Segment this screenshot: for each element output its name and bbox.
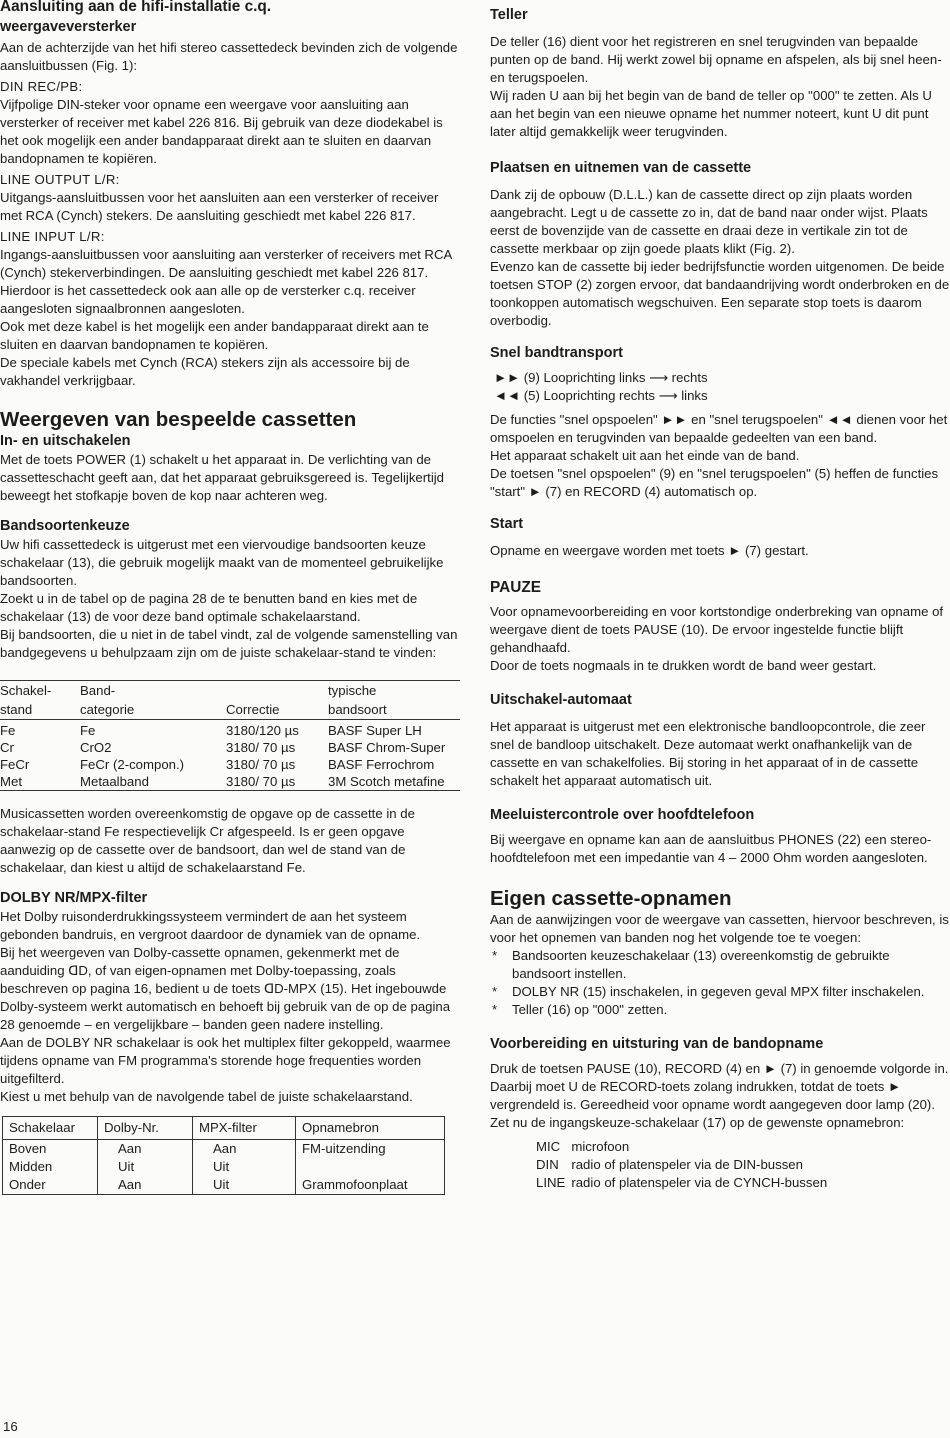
line-output-paragraph: Uitgangs-aansluitbussen voor het aansluiten aan een versterker of receiver met RCA (Cynch) stekers. De aansluiting geschiedt met kabel 226 817.	[0, 190, 439, 223]
list-item	[536, 1138, 833, 1156]
mpx-table-header: Schakelaar	[3, 1117, 98, 1140]
snel-paragraph-2: Het apparaat schakelt uit aan het einde van de band.	[490, 448, 800, 463]
bandsoortenkeuze-paragraph-3: Bij bandsoorten, die u niet in de tabel vindt, zal de volgende samenstelling van bandgegevens u behulpzaam zijn om de juiste schakelaar-stand te vinden:	[0, 627, 458, 660]
input-source-description: microfoon	[571, 1139, 630, 1154]
table-row	[0, 739, 460, 756]
table-row	[0, 756, 460, 773]
speciale-kabels-paragraph: De speciale kabels met Cynch (RCA) stekers zijn als accessoire bij de vakhandel verkrijgbaar.	[0, 355, 410, 388]
tape-table-header-bandsoort-2: bandsoort	[328, 700, 460, 720]
plaatsen-paragraph-2: Evenzo kan de cassette bij ieder bedrijfsfunctie worden uitgenomen. De beide toetsen STOP (2) zorgen ervoor, dat bandaandrijving wordt onderbroken en de toonkoppen automatisch wegschuiven. Een separate stop toets is daarom overbodig.	[490, 259, 950, 328]
left-column	[0, 0, 460, 1195]
tape-table-cell: Cr	[0, 740, 14, 755]
mpx-table-cell: Aan	[98, 1140, 193, 1159]
tape-table-cell: Fe	[0, 723, 16, 738]
mpx-table-cell: Aan	[193, 1140, 296, 1159]
meeluistercontrole-title: Meeluistercontrole over hoofdtelefoon	[490, 807, 755, 823]
start-paragraph: Opname en weergave worden met toets ► (7) gestart.	[490, 543, 809, 558]
mpx-table-cell	[296, 1158, 445, 1176]
input-source-description: radio of platenspeler via de DIN-bussen	[571, 1157, 803, 1172]
bandsoortenkeuze-paragraph-2: Zoekt u in de tabel op de pagina 28 de te benutten band en kies met de schakelaar (13) de voor deze band optimale schakelaarstand.	[0, 591, 418, 624]
tape-table-header-categorie-1: Band-	[80, 681, 226, 701]
tape-table-cell: Fe	[80, 723, 96, 738]
page-number: 16	[3, 1419, 18, 1434]
tape-table-cell: 3180/ 70 µs	[226, 740, 296, 755]
snel-item-forward: ►► (9) Looprichting links ⟶ rechts	[494, 370, 708, 385]
intro-paragraph: Aan de achterzijde van het hifi stereo cassettedeck bevinden zich de volgende aansluitbussen (Fig. 1):	[0, 40, 458, 73]
tape-table-cell: FeCr (2-compon.)	[80, 757, 185, 772]
list-item	[536, 1156, 833, 1174]
in-uitschakelen-paragraph: Met de toets POWER (1) schakelt u het apparaat in. De verlichting van de cassetteschacht geeft aan, dat het apparaat gebruiksgereed is. Tegelijkertijd beweegt het stofkapje boven de kop naar achteren weg.	[0, 452, 445, 503]
teller-title: Teller	[490, 7, 528, 23]
mpx-table-cell: Onder	[3, 1176, 98, 1195]
dolby-title: DOLBY NR/MPX-filter	[0, 890, 148, 906]
tape-table-cell: 3180/ 70 µs	[226, 757, 296, 772]
line-output-label: LINE OUTPUT L/R:	[0, 172, 120, 187]
voorbereiding-paragraph-2: Zet nu de ingangskeuze-schakelaar (17) op de gewenste opnamebron:	[490, 1115, 905, 1130]
input-source-code: DIN	[536, 1157, 559, 1172]
input-source-list	[536, 1138, 833, 1192]
din-label: DIN REC/PB:	[0, 79, 83, 94]
snel-bandtransport-title: Snel bandtransport	[490, 345, 623, 361]
tape-table-cell: FeCr	[0, 757, 30, 772]
uitschakel-automaat-paragraph: Het apparaat is uitgerust met een elektronische bandloopcontrole, die zeer snel de bandloop uitschakelt. Deze automaat werkt onafhankelijk van de cassette en van schakelfolies. Bij storing in het apparaat of in de cassette schakelt het apparaat automatisch uit.	[490, 719, 926, 788]
table-row	[3, 1158, 445, 1176]
mpx-table-cell: Uit	[98, 1158, 193, 1176]
pauze-title: PAUZE	[490, 579, 542, 596]
mpx-table-header: MPX-filter	[193, 1117, 296, 1140]
table-row	[3, 1176, 445, 1195]
eigen-opnamen-list	[490, 947, 950, 1019]
mpx-table-header: Dolby-Nr.	[98, 1117, 193, 1140]
voorbereiding-title: Voorbereiding en uitsturing van de bandopname	[490, 1036, 824, 1052]
tape-table-cell: Metaalband	[80, 773, 226, 791]
hierdoor-paragraph: Hierdoor is het cassettedeck ook aan alle op de versterker c.q. receiver aangesloten signaalbronnen aangesloten.	[0, 283, 416, 316]
snel-item-rewind: ◄◄ (5) Looprichting rechts ⟶ links	[494, 388, 708, 403]
tape-table-cell: 3180/ 70 µs	[226, 773, 328, 791]
tape-table-header-correctie: Correctie	[226, 700, 328, 720]
start-title: Start	[490, 516, 524, 532]
eigen-opnamen-title: Eigen cassette-opnamen	[490, 887, 732, 910]
list-item: * DOLBY NR (15) inschakelen, in gegeven geval MPX filter inschakelen.	[490, 983, 950, 1001]
pauze-paragraph-1: Voor opnamevoorbereiding en voor kortstondige onderbreking van opname of weergave dient de toets PAUSE (10). De ervoor ingestelde functie blijft gehandhaafd.	[490, 604, 944, 655]
snel-paragraph-3: De toetsen "snel opspoelen" (9) en "snel terugspoelen" (5) heffen de functies "start" ► (7) en RECORD (4) automatisch op.	[490, 466, 939, 499]
bandsoortenkeuze-title: Bandsoortenkeuze	[0, 518, 130, 534]
table-row	[3, 1140, 445, 1159]
right-column	[490, 0, 950, 1192]
table-row	[0, 720, 460, 740]
tape-table-cell: 3180/120 µs	[226, 723, 299, 738]
tape-table-header-stand-2: stand	[0, 700, 80, 720]
input-source-description: radio of platenspeler via de CYNCH-bussen	[571, 1175, 828, 1190]
eigen-opnamen-paragraph: Aan de aanwijzingen voor de weergave van cassetten, hiervoor beschreven, is voor het opnemen van banden nog het volgende toe te voegen:	[490, 912, 949, 945]
mpx-table-cell: Grammofoonplaat	[296, 1176, 445, 1195]
dolby-mpx-table	[2, 1116, 445, 1195]
mpx-table-cell: Midden	[3, 1158, 98, 1176]
teller-paragraph-2: Wij raden U aan bij het begin van de band de teller op "000" te zetten. Als U aan het begin van een nieuwe opname het nummer noteert, kunt U dit punt later altijd gemakkelijk weer terugvinden.	[490, 88, 932, 139]
tape-table-cell: 3M Scotch metafine	[328, 773, 460, 791]
plaatsen-paragraph-1: Dank zij de opbouw (D.L.L.) kan de cassette direct op zijn plaats worden aangebracht. Legt u de cassette zo in, dat de band naar onder wijst. Plaats eerst de bovenzijde van de cassette en draai deze in vertikale zin tot de cassette merkbaar op zijn goede plaats klikt (Fig. 2).	[490, 187, 928, 256]
din-paragraph: Vijfpolige DIN-steker voor opname een weergave voor aansluiting aan versterker of receiver met kabel 226 816. Bij gebruik van deze diodekabel is het ook mogelijk een ander bandapparaat direkt aan te sluiten en daarvan bandopnamen te kopiëren.	[0, 97, 443, 166]
meeluistercontrole-paragraph: Bij weergave en opname kan aan de aansluitbus PHONES (22) een stereo-hoofdtelefoon met een impedantie van 4 – 2000 Ohm worden aangesloten.	[490, 832, 932, 865]
dolby-paragraph-1: Het Dolby ruisonderdrukkingssysteem vermindert de aan het systeem gebonden bandruis, en vergroot daardoor de dynamiek van de opname.	[0, 909, 421, 942]
in-uitschakelen-title: In- en uitschakelen	[0, 433, 131, 449]
dolby-paragraph-3: Aan de DOLBY NR schakelaar is ook het multiplex filter gekoppeld, waarmee tijdens opname van FM programma's storende hoge frequenties worden uitgefilterd.	[0, 1035, 451, 1086]
tape-table-cell: BASF Chrom-Super	[328, 740, 446, 755]
tape-type-table	[0, 680, 460, 791]
ook-paragraph: Ook met deze kabel is het mogelijk een ander bandapparaat direkt aan te sluiten en daarvan bandopnamen te kopiëren.	[0, 319, 429, 352]
musicassetten-paragraph: Musicassetten worden overeenkomstig de opgave op de cassette in de schakelaar-stand Fe respectievelijk Cr afgespeeld. Is er geen opgave aanwezig op de cassette over de bandsoort, dan wel de stand van de schakelaar, dan kiest u altijd de schakelaarstand Fe.	[0, 806, 415, 875]
line-input-paragraph: Ingangs-aansluitbussen voor aansluiting aan versterker of receivers met RCA (Cynch) stekerverbindingen. De aansluiting geschiedt met kabel 226 817.	[0, 247, 452, 280]
tape-table-header-bandsoort-1: typische	[328, 681, 460, 701]
table-row	[0, 773, 460, 791]
pauze-paragraph-2: Door de toets nogmaals in te drukken wordt de band weer gestart.	[490, 658, 877, 673]
tape-table-cell: BASF Ferrochrom	[328, 757, 435, 772]
tape-table-header-categorie-2: categorie	[80, 700, 226, 720]
list-item: * Teller (16) op "000" zetten.	[490, 1001, 950, 1019]
input-source-code: LINE	[536, 1175, 566, 1190]
list-item: * Bandsoorten keuzeschakelaar (13) overeenkomstig de gebruikte bandsoort instellen.	[490, 947, 950, 983]
tape-table-cell: CrO2	[80, 740, 112, 755]
mpx-table-header: Opnamebron	[296, 1117, 445, 1140]
section-heading-aansluiting: Aansluiting aan de hifi-installatie c.q.	[0, 0, 272, 15]
uitschakel-automaat-title: Uitschakel-automaat	[490, 692, 632, 708]
line-input-label: LINE INPUT L/R:	[0, 229, 105, 244]
mpx-table-cell: Boven	[3, 1140, 98, 1159]
section-subheading-weergaveversterker: weergaveversterker	[0, 19, 137, 35]
bandsoortenkeuze-paragraph-1: Uw hifi cassettedeck is uitgerust met een viervoudige bandsoorten keuze schakelaar (13), die gebruik mogelijk maakt van de momenteel gebruikelijke bandsoorten.	[0, 537, 444, 588]
dolby-paragraph-4: Kiest u met behulp van de navolgende tabel de juiste schakelaarstand.	[0, 1089, 413, 1104]
mpx-table-cell: Aan	[98, 1176, 193, 1195]
dolby-paragraph-2: Bij het weergeven van Dolby-cassette opnamen, gekenmerkt met de aanduiding ᗡD, of van eigen-opnamen met Dolby-toepassing, zoals beschreven op pagina 16, bedient u de toets ᗡD-MPX (15). Het ingebouwde Dolby-systeem werkt automatisch en behoeft bij gebruik van de op de pagina 28 genoemde – en vergelijkbare – banden geen nadere instelling.	[0, 945, 451, 1032]
tape-table-header-stand-1: Schakel-	[0, 681, 80, 701]
snel-paragraph-1: De functies "snel opspoelen" ►► en "snel terugspoelen" ◄◄ dienen voor het omspoelen en terugvinden van bepaalde gedeelten van een band.	[490, 412, 948, 445]
teller-paragraph-1: De teller (16) dient voor het registreren en snel terugvinden van bepaalde punten op de band. Hij werkt zowel bij opname en afspelen, als bij snel heen- en terugspoelen.	[490, 34, 942, 85]
voorbereiding-paragraph-1: Druk de toetsen PAUSE (10), RECORD (4) en ► (7) in genoemde volgorde in. Daarbij moet U de RECORD-toets zolang indrukken, totdat de toets ► vergrendeld is. Gereedheid voor opname wordt aangegeven door lamp (20).	[490, 1061, 949, 1112]
plaatsen-title: Plaatsen en uitnemen van de cassette	[490, 160, 752, 176]
input-source-code: MIC	[536, 1139, 561, 1154]
mpx-table-cell: Uit	[193, 1158, 296, 1176]
weergeven-title: Weergeven van bespeelde cassetten	[0, 408, 357, 431]
tape-table-cell: Met	[0, 773, 80, 791]
list-item	[536, 1174, 833, 1192]
mpx-table-cell: FM-uitzending	[296, 1140, 445, 1159]
mpx-table-cell: Uit	[193, 1176, 296, 1195]
tape-table-cell: BASF Super LH	[328, 723, 422, 738]
